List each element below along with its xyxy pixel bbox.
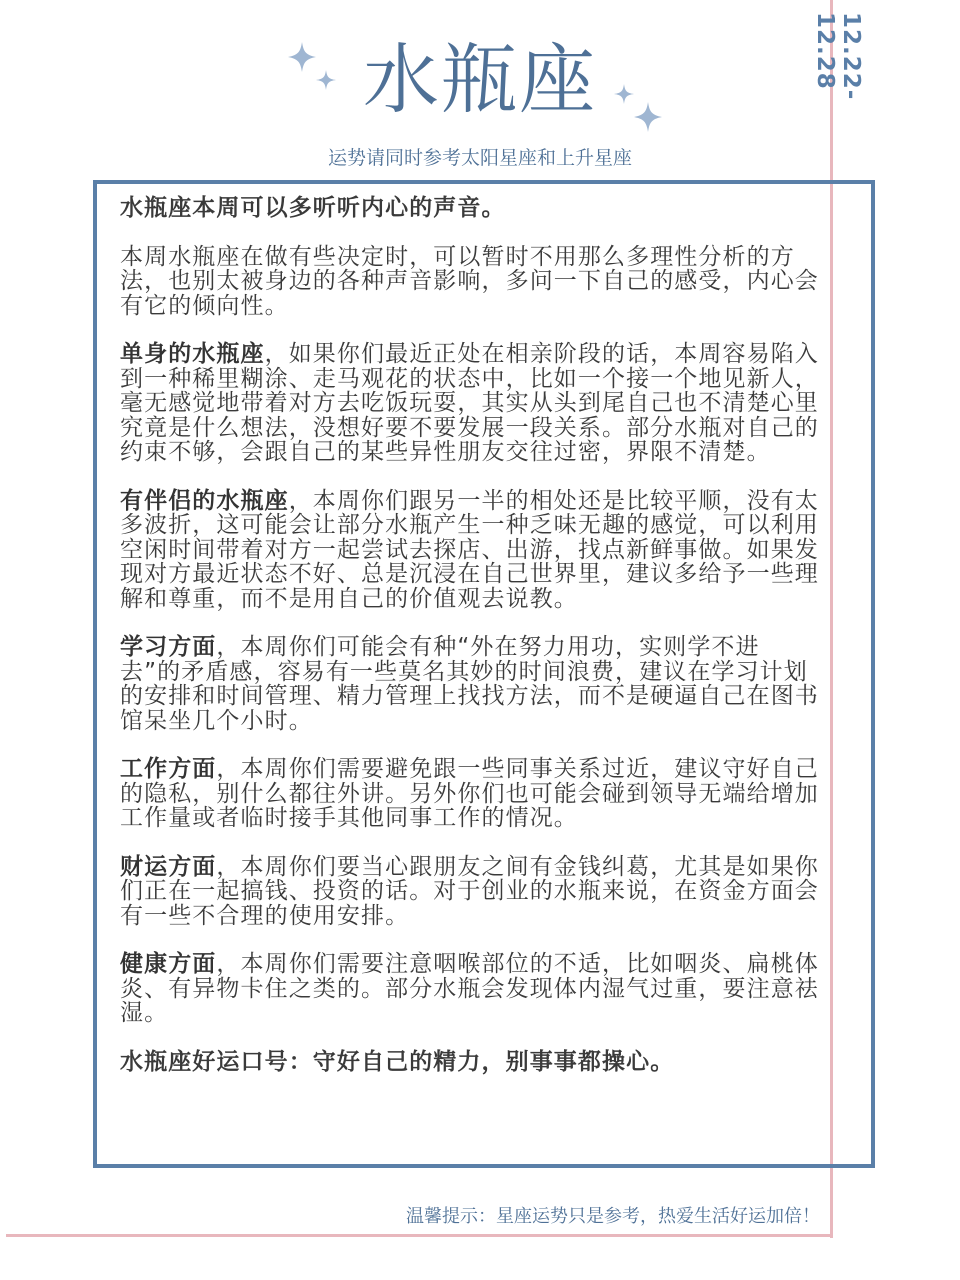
subtitle: 运势请同时参考太阳星座和上升星座 <box>327 147 632 169</box>
section-label: 工作方面 <box>120 756 217 782</box>
section-single <box>120 342 820 465</box>
pink-horizontal-line <box>6 1234 833 1237</box>
page-title: 水瓶座 <box>363 35 597 124</box>
section-label: 有伴侣的水瓶座 <box>120 487 289 514</box>
date-range: 12.22-12.28 <box>812 12 864 101</box>
section-label: 健康方面 <box>120 951 217 977</box>
section-text: ，本周你们需要避免跟一些同事关系过近，建议守好自己的隐私，别什么都往外讲。另外你们也可能会碰到领导无端给增加工作量或者临时接手其他同事工作的情况。 <box>120 756 819 831</box>
footer-tip: 温馨提示：星座运势只是参考，热爱生活好运加倍！ <box>406 1206 820 1227</box>
intro-heading: 水瓶座本周可以多听听内心的声音。 <box>120 195 506 221</box>
section-health <box>120 952 820 1026</box>
section-study <box>120 635 820 733</box>
section-label: 财运方面 <box>120 853 217 880</box>
section-label: 学习方面 <box>120 634 217 660</box>
section-text: ，本周你们跟另一半的相处还是比较平顺，没有太多波折，这可能会让部分水瓶产生一种乏味无趣的感觉，可以利用空闲时间带着对方一起尝试去探店、出游，找点新鲜事做。如果发现对方最近状态不好、总是沉浸在自己世界里，建议多给予一些理解和尊重，而不是用自己的价值观去说教。 <box>120 487 819 612</box>
section-label: 单身的水瓶座 <box>120 341 265 367</box>
intro-text: 本周水瓶座在做有些决定时，可以暂时不用那么多理性分析的方法，也别太被身边的各种声音影响，多问一下自己的感受，内心会有它的倾向性。 <box>120 243 819 319</box>
section-work <box>120 757 820 831</box>
horoscope-body <box>120 196 820 1098</box>
section-text: ，本周你们需要注意咽喉部位的不适，比如咽炎、扁桃体炎、有异物卡住之类的。部分水瓶会发现体内湿气过重，要注意祛湿。 <box>120 951 819 1026</box>
section-text: ，本周你们可能会有种“外在努力用功，实则学不进去”的矛盾感，容易有一些莫名其妙的时间浪费，建议在学习计划的安排和时间管理、精力管理上找找方法，而不是硬逼自己在图书馆呆坐几个小时。 <box>120 634 819 734</box>
section-partner <box>120 489 820 612</box>
section-wealth <box>120 855 820 929</box>
section-text: ，本周你们要当心跟朋友之间有金钱纠葛，尤其是如果你们正在一起搞钱、投资的话。对于创业的水瓶来说，在资金方面会有一些不合理的使用安排。 <box>120 853 819 929</box>
section-text: ，如果你们最近正处在相亲阶段的话，本周容易陷入到一种稀里糊涂、走马观花的状态中，比如一个接一个地见新人，毫无感觉地带着对方去吃饭玩耍，其实从头到尾自己也不清楚心里究竟是什么想法，没想好要不要发展一段关系。部分水瓶对自己的约束不够，会跟自己的某些异性朋友交往过密，界限不清楚。 <box>120 341 819 465</box>
lucky-slogan: 水瓶座好运口号：守好自己的精力，别事事都操心。 <box>120 1048 675 1075</box>
